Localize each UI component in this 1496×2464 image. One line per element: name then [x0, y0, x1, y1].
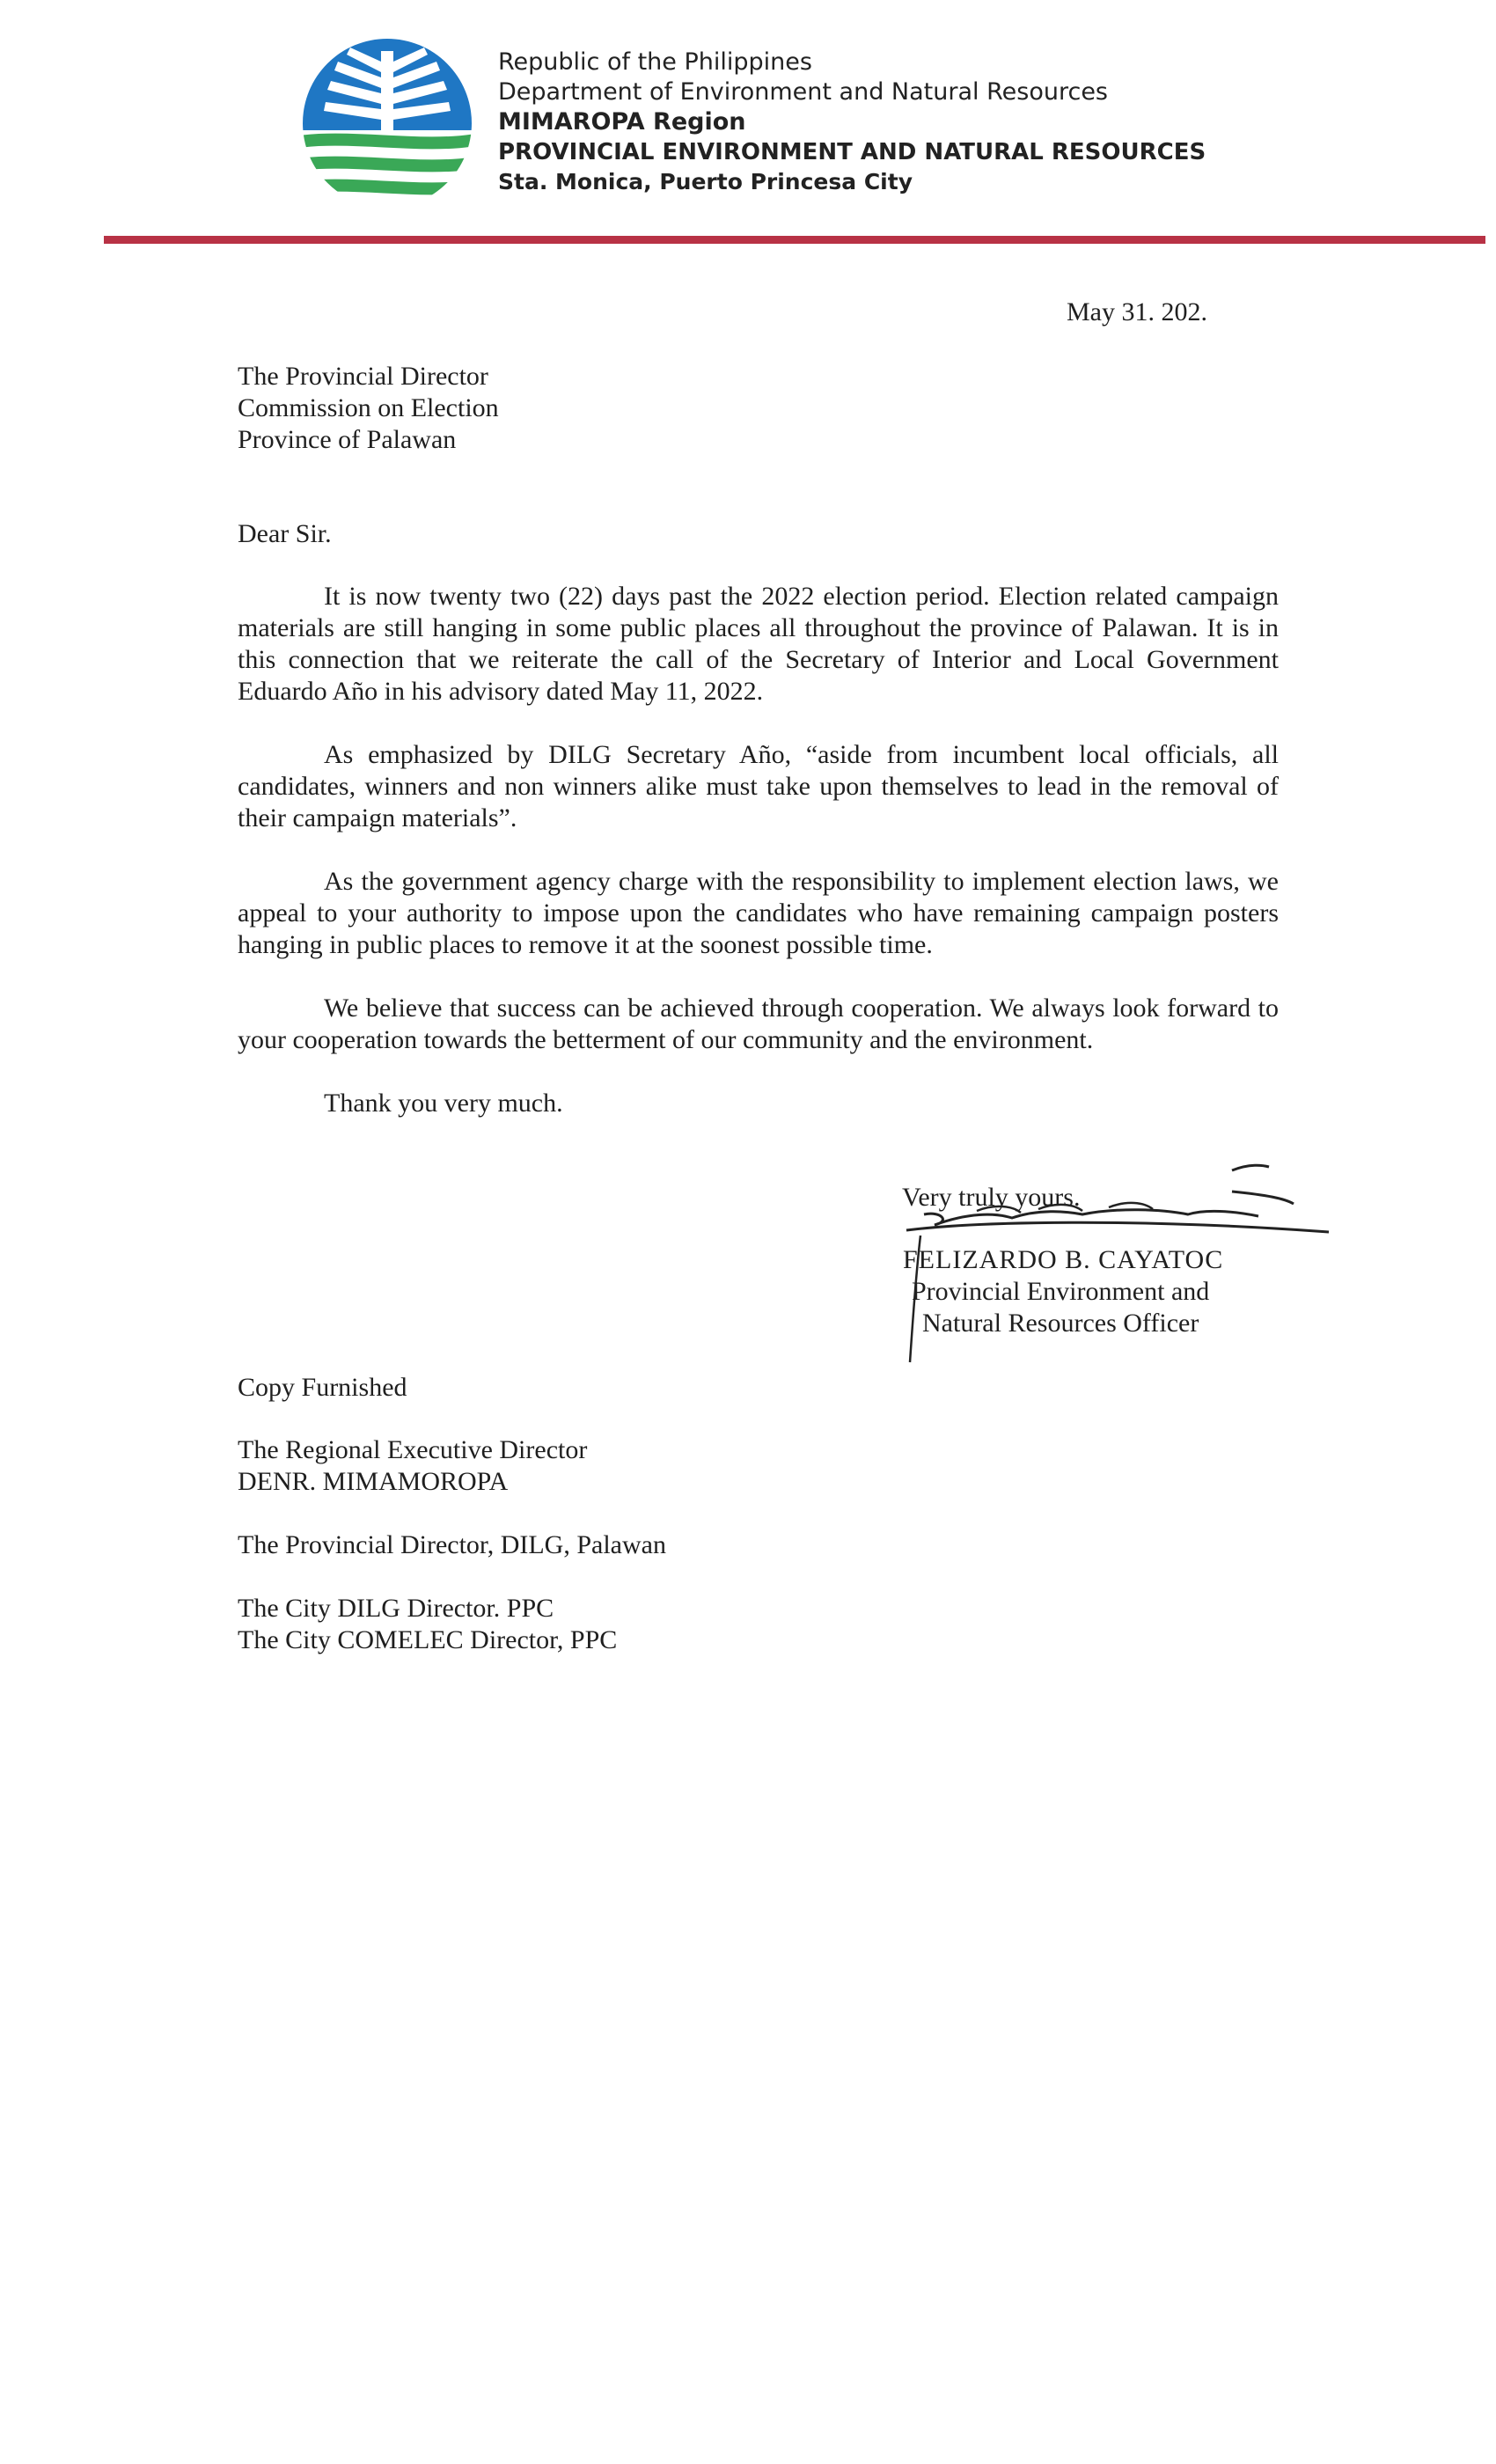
- cf-recipient-group: [238, 1593, 666, 1656]
- signer-title: Natural Resources Officer: [922, 1309, 1199, 1338]
- cf-recipient: DENR. MIMAMOROPA: [238, 1467, 509, 1496]
- cf-recipient: The City COMELEC Director, PPC: [238, 1625, 618, 1654]
- header-line-region: MIMAROPA Region: [498, 108, 746, 136]
- closing: Very truly yours.: [902, 1183, 1081, 1212]
- cf-recipient: The City DILG Director. PPC: [238, 1594, 554, 1623]
- signer-name: FELIZARDO B. CAYATOC: [903, 1245, 1224, 1274]
- header-divider: [104, 236, 1485, 244]
- body-paragraph: We believe that success can be achieved through cooperation. We always look forward to your cooperation towards the betterment of our community and the environment.: [238, 994, 1279, 1054]
- letter-date: May 31. 202.: [1067, 297, 1207, 326]
- header-line-republic: Republic of the Philippines: [498, 48, 812, 76]
- body-paragraph: As the government agency charge with the responsibility to implement election laws, we appeal to your authority to impose upon the candidates who have remaining campaign posters hanging in public places to remove it at the soonest possible time.: [238, 867, 1279, 959]
- signer-title: Provincial Environment and: [912, 1277, 1210, 1306]
- copy-furnished-list: [238, 1434, 666, 1688]
- body-paragraph: It is now twenty two (22) days past the 2022 election period. Election related campaign materials are still hanging in some public places all throughout the province of Palawan. It is in this connection that we reiterate the call of the Secretary of Interior and Local Government Eduardo Año in his advisory dated May 11, 2022.: [238, 582, 1279, 706]
- addressee-block: [238, 361, 499, 456]
- agency-header: [498, 48, 1206, 197]
- cf-recipient-group: [238, 1434, 666, 1498]
- body-paragraph: Thank you very much.: [324, 1089, 563, 1118]
- header-line-office: PROVINCIAL ENVIRONMENT AND NATURAL RESOURCES: [498, 139, 1206, 165]
- letter-body: [238, 581, 1279, 1151]
- copy-furnished-label: Copy Furnished: [238, 1373, 407, 1402]
- signer-block: [903, 1244, 1223, 1339]
- addressee-line: Province of Palawan: [238, 425, 457, 454]
- addressee-line: Commission on Election: [238, 393, 499, 422]
- cf-recipient-group: [238, 1529, 666, 1561]
- denr-logo-icon: [299, 35, 475, 211]
- body-paragraph: As emphasized by DILG Secretary Año, “aside from incumbent local officials, all candidates, winners and non winners alike must take upon themselves to lead in the removal of their campaign materials”.: [238, 740, 1279, 832]
- addressee-line: The Provincial Director: [238, 362, 488, 391]
- header-line-address: Sta. Monica, Puerto Princesa City: [498, 169, 913, 194]
- header-line-department: Department of Environment and Natural Resources: [498, 78, 1108, 106]
- cf-recipient: The Provincial Director, DILG, Palawan: [238, 1530, 666, 1559]
- salutation: Dear Sir.: [238, 519, 332, 548]
- cf-recipient: The Regional Executive Director: [238, 1435, 588, 1464]
